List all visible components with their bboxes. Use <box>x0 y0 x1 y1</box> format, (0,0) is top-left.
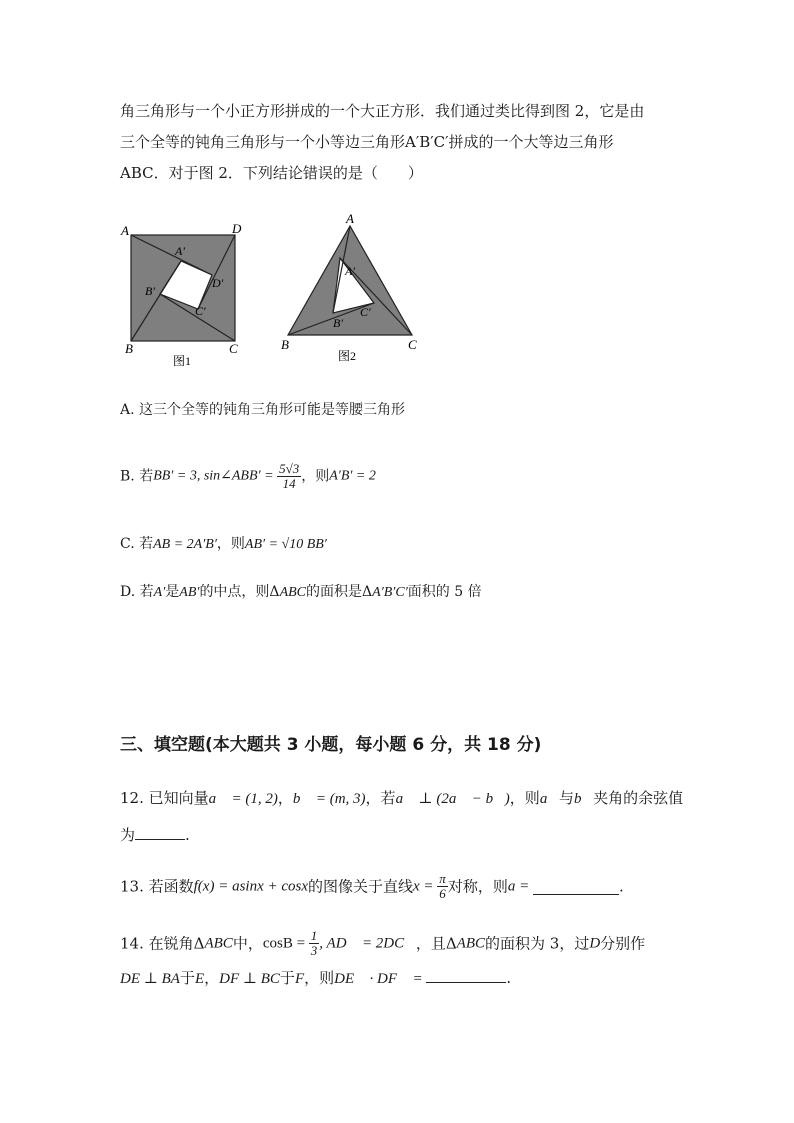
q14-line2-text-b: 于 <box>179 969 195 987</box>
q14-text-4: 分别作 <box>600 934 646 953</box>
q14-frac-num: 1 <box>310 928 318 943</box>
q13-frac-den: 6 <box>439 886 446 901</box>
q14-line-2 <box>120 966 511 990</box>
intro-line-3: ABC．对于图 2．下列结论错误的是（ ） <box>120 164 423 182</box>
q12-text-4: 夹角的余弦值 <box>593 789 684 807</box>
q13-prefix: 13. 若函数 <box>120 877 194 896</box>
option-d-text-4: 面积的 5 倍 <box>407 584 482 600</box>
q14-vector: , AD⃗ = 2DC⃗ <box>319 935 416 952</box>
q14-text-2: ，且Δ <box>415 934 457 953</box>
fig1-label-B1: B′ <box>145 284 155 298</box>
q13-function: f(x) = asinx + cosx <box>193 878 308 895</box>
option-b-frac-den: 14 <box>282 476 296 491</box>
fig1-label-C1: C′ <box>195 304 206 318</box>
q14-text-3: 的面积为 3，过 <box>485 934 590 953</box>
q14-prefix: 14. 在锐角Δ <box>120 934 205 953</box>
figure-2 <box>275 208 425 368</box>
q12-sep: ， <box>277 789 293 807</box>
q14-line2-text-f: 于 <box>279 969 295 987</box>
option-b-fraction <box>277 462 301 491</box>
q12-line2-text: 为 <box>120 826 136 844</box>
fig1-label-D: D <box>232 221 242 236</box>
q14-end: . <box>506 969 512 987</box>
fig2-label-C1: C′ <box>360 305 371 319</box>
fig2-label-A1: A′ <box>345 264 355 278</box>
option-c-condition: AB = 2A′B′ <box>153 537 217 552</box>
fig2-label-A: A <box>346 211 354 226</box>
q13-x: x = <box>413 878 438 895</box>
q14-line2-math-e: DF ⊥ BC <box>219 971 280 987</box>
q14-triangle: ABC <box>204 935 233 952</box>
option-d-text-3: 的面积是Δ <box>306 584 373 600</box>
section-title: 三、填空题(本大题共 3 小题，每小题 6 分，共 18 分) <box>120 735 542 755</box>
option-c <box>120 534 327 555</box>
q13-line <box>120 872 624 901</box>
q13-text-2: 对称，则 <box>447 877 508 896</box>
option-d-text-1: 是 <box>165 584 180 600</box>
q12-end: . <box>185 826 190 844</box>
q12-prefix: 12. 已知向量 <box>120 789 209 807</box>
q14-cos: cosB = <box>262 935 309 952</box>
option-b-condition: BB′ = 3, sin∠ABB′ = <box>153 468 278 484</box>
option-b-prefix: B. 若 <box>120 468 154 485</box>
q12-answer-blank[interactable] <box>135 823 185 840</box>
option-d-math-1: A′ <box>153 585 166 600</box>
option-d-math-3: ABC <box>279 585 307 600</box>
q13-fraction <box>437 872 448 901</box>
option-d-text-2: 的中点，则Δ <box>199 584 280 600</box>
fig1-label-A: A <box>121 223 129 238</box>
q12-vector-b: b⃗ = (m, 3) <box>292 791 366 807</box>
fig1-caption: 图1 <box>173 354 192 368</box>
intro-line-1: 角三角形与一个小正方形拼成的一个大正方形．我们通过类比得到图 2，它是由 <box>120 102 645 120</box>
option-d-math-4: A′B′C′ <box>372 585 408 600</box>
option-d-math-2: AB′ <box>179 585 200 600</box>
fig2-caption: 图2 <box>338 349 357 363</box>
q13-answer-blank[interactable] <box>533 878 619 895</box>
fig1-label-D1: D′ <box>212 276 224 290</box>
q13-frac-num: π <box>439 871 446 886</box>
fig2-label-B: B <box>281 337 289 352</box>
option-c-result: AB′ = √10 BB′ <box>244 537 327 552</box>
q14-line2-math-c: E <box>194 971 205 987</box>
fig1-label-B: B <box>125 341 133 356</box>
option-b-frac-num: 5√3 <box>279 461 300 476</box>
q14-line-1 <box>120 929 645 958</box>
option-b-mid: ，则 <box>301 468 330 485</box>
q12-line-2 <box>120 823 190 846</box>
q13-end: . <box>618 877 624 896</box>
option-d <box>120 582 482 603</box>
option-c-mid: ，则 <box>216 536 245 552</box>
q13-text-1: 的图像关于直线 <box>308 877 414 896</box>
q12-text-1: ，若 <box>365 789 396 807</box>
q14-line2-math-i: DE⃗ · DF⃗ = <box>334 971 427 987</box>
q12-a: a⃗ <box>539 791 559 807</box>
q12-vector-a: a⃗ = (1, 2) <box>208 791 278 807</box>
option-a: A. 这三个全等的钝角三角形可能是等腰三角形 <box>120 402 406 418</box>
q12-text-2: ，则 <box>509 789 540 807</box>
option-b <box>120 462 376 491</box>
q14-line2-text-d: ， <box>204 969 220 987</box>
q12-line-1 <box>120 787 683 810</box>
q14-frac-den: 3 <box>310 943 318 958</box>
fig2-label-B1: B′ <box>333 316 343 330</box>
q14-fraction <box>309 929 320 958</box>
q14-triangle-2: ABC <box>456 935 486 952</box>
q14-line2-math-a: DE ⊥ BA <box>120 971 180 987</box>
q12-text-3: 与 <box>558 789 574 807</box>
option-c-prefix: C. 若 <box>120 536 154 552</box>
q13-a: a = <box>507 878 533 895</box>
fig2-label-C: C <box>408 337 417 352</box>
q14-answer-blank[interactable] <box>426 966 506 983</box>
fig1-label-C: C <box>229 341 238 356</box>
intro-line-2: 三个全等的钝角三角形与一个小等边三角形A′B′C′拼成的一个大等边三角形 <box>120 133 614 151</box>
figure-1 <box>115 215 255 370</box>
q14-d: D <box>589 935 601 952</box>
fig1-label-A1: A′ <box>175 244 185 258</box>
option-b-result: A′B′ = 2 <box>329 468 376 484</box>
option-d-prefix: D. 若 <box>120 584 154 600</box>
q12-condition: a⃗ ⊥ (2a⃗ − b⃗) <box>395 791 510 807</box>
q14-line2-math-g: F <box>294 971 305 987</box>
q14-text-1: 中， <box>232 934 263 953</box>
q12-b: b⃗ <box>574 791 594 807</box>
q14-line2-text-h: ，则 <box>304 969 335 987</box>
